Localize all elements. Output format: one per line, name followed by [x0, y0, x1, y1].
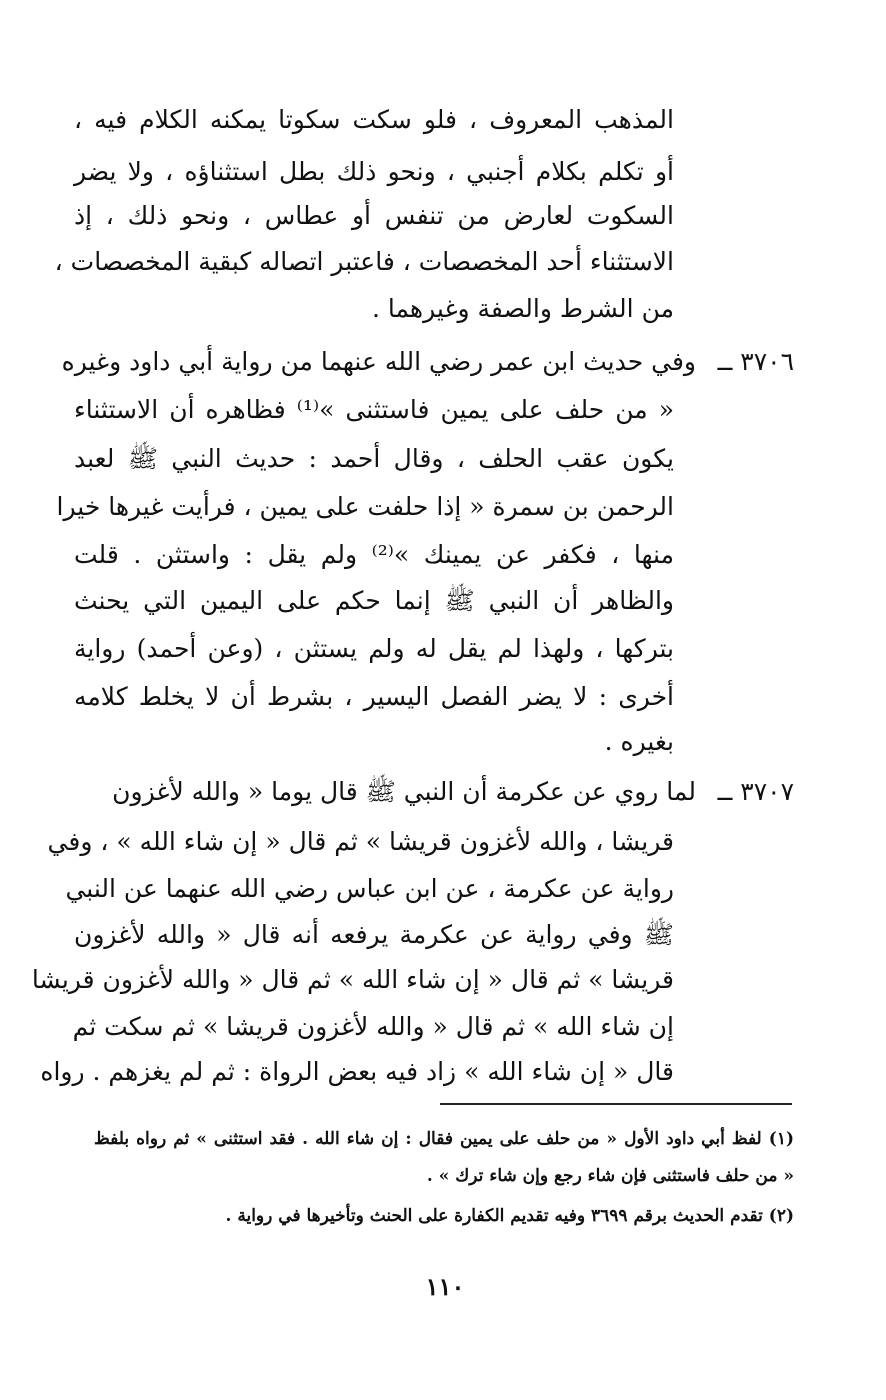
page-number: ١١٠ [425, 1272, 465, 1301]
entry-line: « من حلف على يمين فاستثنى »⁽¹⁾ فظاهره أن الاستثناء [74, 395, 674, 424]
entry-line: ﷺ وفي رواية عن عكرمة يرفعه أنه قال « والله لأغزون [74, 920, 674, 949]
entry-line: بتركها ، ولهذا لم يقل له ولم يستثن ، (وعن أحمد) رواية [74, 634, 674, 663]
intro-line: أو تكلم بكلام أجنبي ، ونحو ذلك بطل استثناؤه ، ولا يضر [74, 157, 674, 186]
intro-line: من الشرط والصفة وغيرهما . [371, 294, 674, 323]
intro-line: السكوت لعارض من تنفس أو عطاس ، ونحو ذلك ، إذ [74, 201, 674, 230]
entry-line: وفي حديث ابن عمر رضي الله عنهما من رواية أبي داود وغيره [61, 347, 696, 376]
intro-line: المذهب المعروف ، فلو سكت سكوتا يمكنه الكلام فيه ، [74, 105, 674, 134]
entry-line: قريشا » ثم قال « إن شاء الله » ثم قال « والله لأغزون قريشا [31, 965, 674, 994]
entry-line: أخرى : لا يضر الفصل اليسير ، بشرط أن لا يخلط كلامه [74, 682, 674, 711]
entry-line: إن شاء الله » ثم قال « والله لأغزون قريشا » ثم سكت ثم [72, 1012, 674, 1041]
footnote-separator [440, 1103, 792, 1105]
footnote-1: (١) لفظ أبي داود الأول « من حلف على يمين فقال : إن شاء الله . فقد استثنى » ثم رواه بلفظ [94, 1129, 794, 1149]
entry-line: قريشا ، والله لأغزون قريشا » ثم قال « إن شاء الله » ، وفي [47, 827, 674, 856]
entry-line: منها ، فكفر عن يمينك »⁽²⁾ ولم يقل : واستثن . قلت [74, 540, 674, 569]
entry-line: والظاهر أن النبي ﷺ إنما حكم على اليمين التي يحنث [74, 586, 674, 615]
entry-line: بغيره . [604, 727, 674, 756]
entry-number: ٣٧٠٦ ــ [717, 347, 794, 376]
footnote-2: (٢) تقدم الحديث برقم ٣٦٩٩ وفيه تقديم الكفارة على الحنث وتأخيرها في رواية . [225, 1206, 794, 1226]
intro-line: الاستثناء أحد المخصصات ، فاعتبر اتصاله كبقية المخصصات ، [54, 247, 674, 276]
entry-line: لما روي عن عكرمة أن النبي ﷺ قال يوما « والله لأغزون [112, 777, 696, 806]
entry-number: ٣٧٠٧ ــ [717, 777, 794, 806]
entry-line: الرحمن بن سمرة « إذا حلفت على يمين ، فرأيت غيرها خيرا [56, 492, 674, 521]
footnote-1-cont: « من حلف فاستثنى فإن شاء رجع وإن شاء ترك » . [426, 1166, 794, 1186]
entry-line: قال « إن شاء الله » زاد فيه بعض الرواة : ثم لم يغزهم . رواه [40, 1057, 674, 1086]
entry-line: يكون عقب الحلف ، وقال أحمد : حديث النبي ﷺ لعبد [74, 444, 674, 473]
entry-line: رواية عن عكرمة ، عن ابن عباس رضي الله عنهما عن النبي [65, 874, 674, 903]
